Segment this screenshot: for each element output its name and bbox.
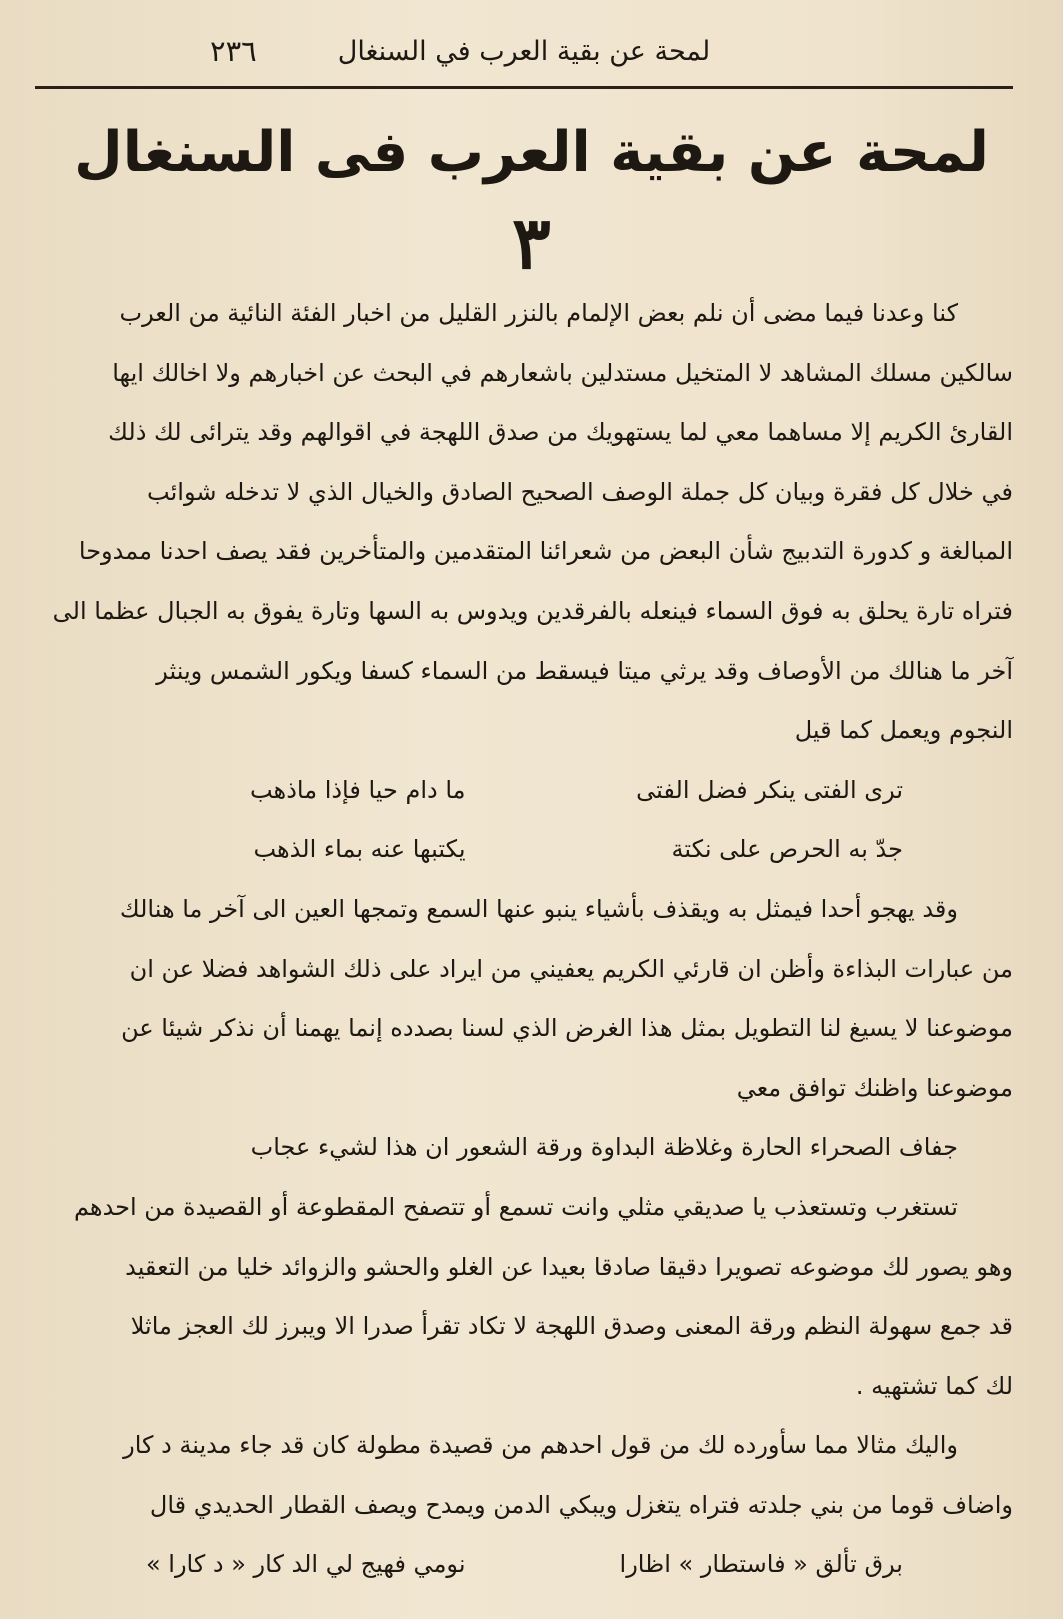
text-line: واليك مثالا مما سأورده لك من قول احدهم من قصيدة مطولة كان قد جاء مدينة د كار bbox=[123, 1431, 958, 1460]
article-title: لمحة عن بقية العرب فى السنغال bbox=[74, 120, 989, 185]
text-line: جفاف الصحراء الحارة وغلاظة البداوة ورقة الشعور ان هذا لشيء عجاب bbox=[250, 1133, 958, 1162]
verse-line bbox=[38, 1535, 1013, 1595]
verse-line bbox=[38, 820, 1013, 880]
text-line: واضاف قوما من بني جلدته فتراه يتغزل ويبكي الدمن ويمدح ويصف القطار الحديدي قال bbox=[149, 1490, 1013, 1519]
verse-first-hemistich: ترى الفتى ينكر فضل الفتى bbox=[636, 775, 903, 804]
text-line: في خلال كل فقرة وبيان كل جملة الوصف الصحيح الصادق والخيال الذي لا تدخله شوائب bbox=[147, 477, 1013, 506]
verse-first-hemistich: جدّ به الحرص على نكتة bbox=[671, 835, 903, 864]
page-number: ٢٣٦ bbox=[210, 34, 257, 68]
text-line: تستغرب وتستعذب يا صديقي مثلي وانت تسمع أو تتصفح المقطوعة أو القصيدة من احدهم bbox=[73, 1192, 958, 1221]
text-line: وقد يهجو أحدا فيمثل به ويقذف بأشياء ينبو عنها السمع وتمجها العين الى آخر ما هنالك bbox=[119, 894, 958, 923]
text-line: المبالغة و كدورة التدبيج شأن البعض من شعرائنا المتقدمين والمتأخرين فقد يصف احدنا ممدوحا bbox=[78, 537, 1013, 566]
text-line: وهو يصور لك موضوعه تصويرا دقيقا صادقا بعيدا عن الغلو والحشو والزوائد خليا من التعقيد bbox=[125, 1252, 1013, 1281]
verse-line bbox=[38, 761, 1013, 821]
running-title: لمحة عن بقية العرب في السنغال bbox=[337, 36, 711, 67]
paragraph-4 bbox=[38, 1178, 1013, 1416]
text-line: من عبارات البذاءة وأظن ان قارئي الكريم يعفيني من ايراد على ذلك الشواهد فضلا عن ان bbox=[129, 954, 1013, 983]
paragraph-3 bbox=[38, 1118, 1013, 1178]
paragraph-2 bbox=[38, 880, 1013, 1118]
paragraph-1 bbox=[38, 284, 1013, 761]
article-body bbox=[38, 284, 1013, 1595]
verse-second-hemistich: نومي فهيج لي الد كار « د كارا » bbox=[145, 1550, 466, 1579]
text-line: موضوعنا واظنك توافق معي bbox=[736, 1073, 1013, 1102]
verse-second-hemistich: ما دام حيا فإذا ماذهب bbox=[249, 775, 466, 804]
paragraph-5 bbox=[38, 1416, 1013, 1535]
header-rule bbox=[35, 86, 1013, 89]
page-header bbox=[35, 22, 1013, 86]
text-line: النجوم ويعمل كما قيل bbox=[794, 716, 1013, 745]
text-line: فتراه تارة يحلق به فوق السماء فينعله بالفرقدين ويدوس به السها وتارة يفوق به الجبال عظما الى bbox=[52, 596, 1013, 625]
part-number: ٣ bbox=[512, 200, 551, 285]
text-line: القارئ الكريم إلا مساهما معي لما يستهويك من صدق اللهجة في اقوالهم وقد يترائى لك ذلك bbox=[108, 418, 1013, 447]
text-line: آخر ما هنالك من الأوصاف وقد يرثي ميتا فيسقط من السماء كسفا ويكور الشمس وينثر bbox=[156, 656, 1013, 685]
verse-second-hemistich: يكتبها عنه بماء الذهب bbox=[253, 835, 466, 864]
text-line: لك كما تشتهيه . bbox=[855, 1371, 1013, 1400]
text-line: قد جمع سهولة النظم ورقة المعنى وصدق اللهجة لا تكاد تقرأ صدرا الا ويبرز لك العجز ماثلا bbox=[130, 1312, 1013, 1341]
text-line: كنا وعدنا فيما مضى أن نلم بعض الإلمام بالنزر القليل من اخبار الفئة النائية من العرب bbox=[119, 299, 958, 327]
text-line: موضوعنا لا يسيغ لنا التطويل بمثل هذا الغرض الذي لسنا بصدده إنما يهمنا أن نذكر شيئا عن bbox=[121, 1014, 1013, 1043]
verse-first-hemistich: برق تألق « فاستطار » اظارا bbox=[619, 1550, 903, 1579]
text-line: سالكين مسلك المشاهد لا المتخيل مستدلين باشعارهم في البحث عن اخبارهم ولا اخالك ايها bbox=[112, 358, 1013, 387]
